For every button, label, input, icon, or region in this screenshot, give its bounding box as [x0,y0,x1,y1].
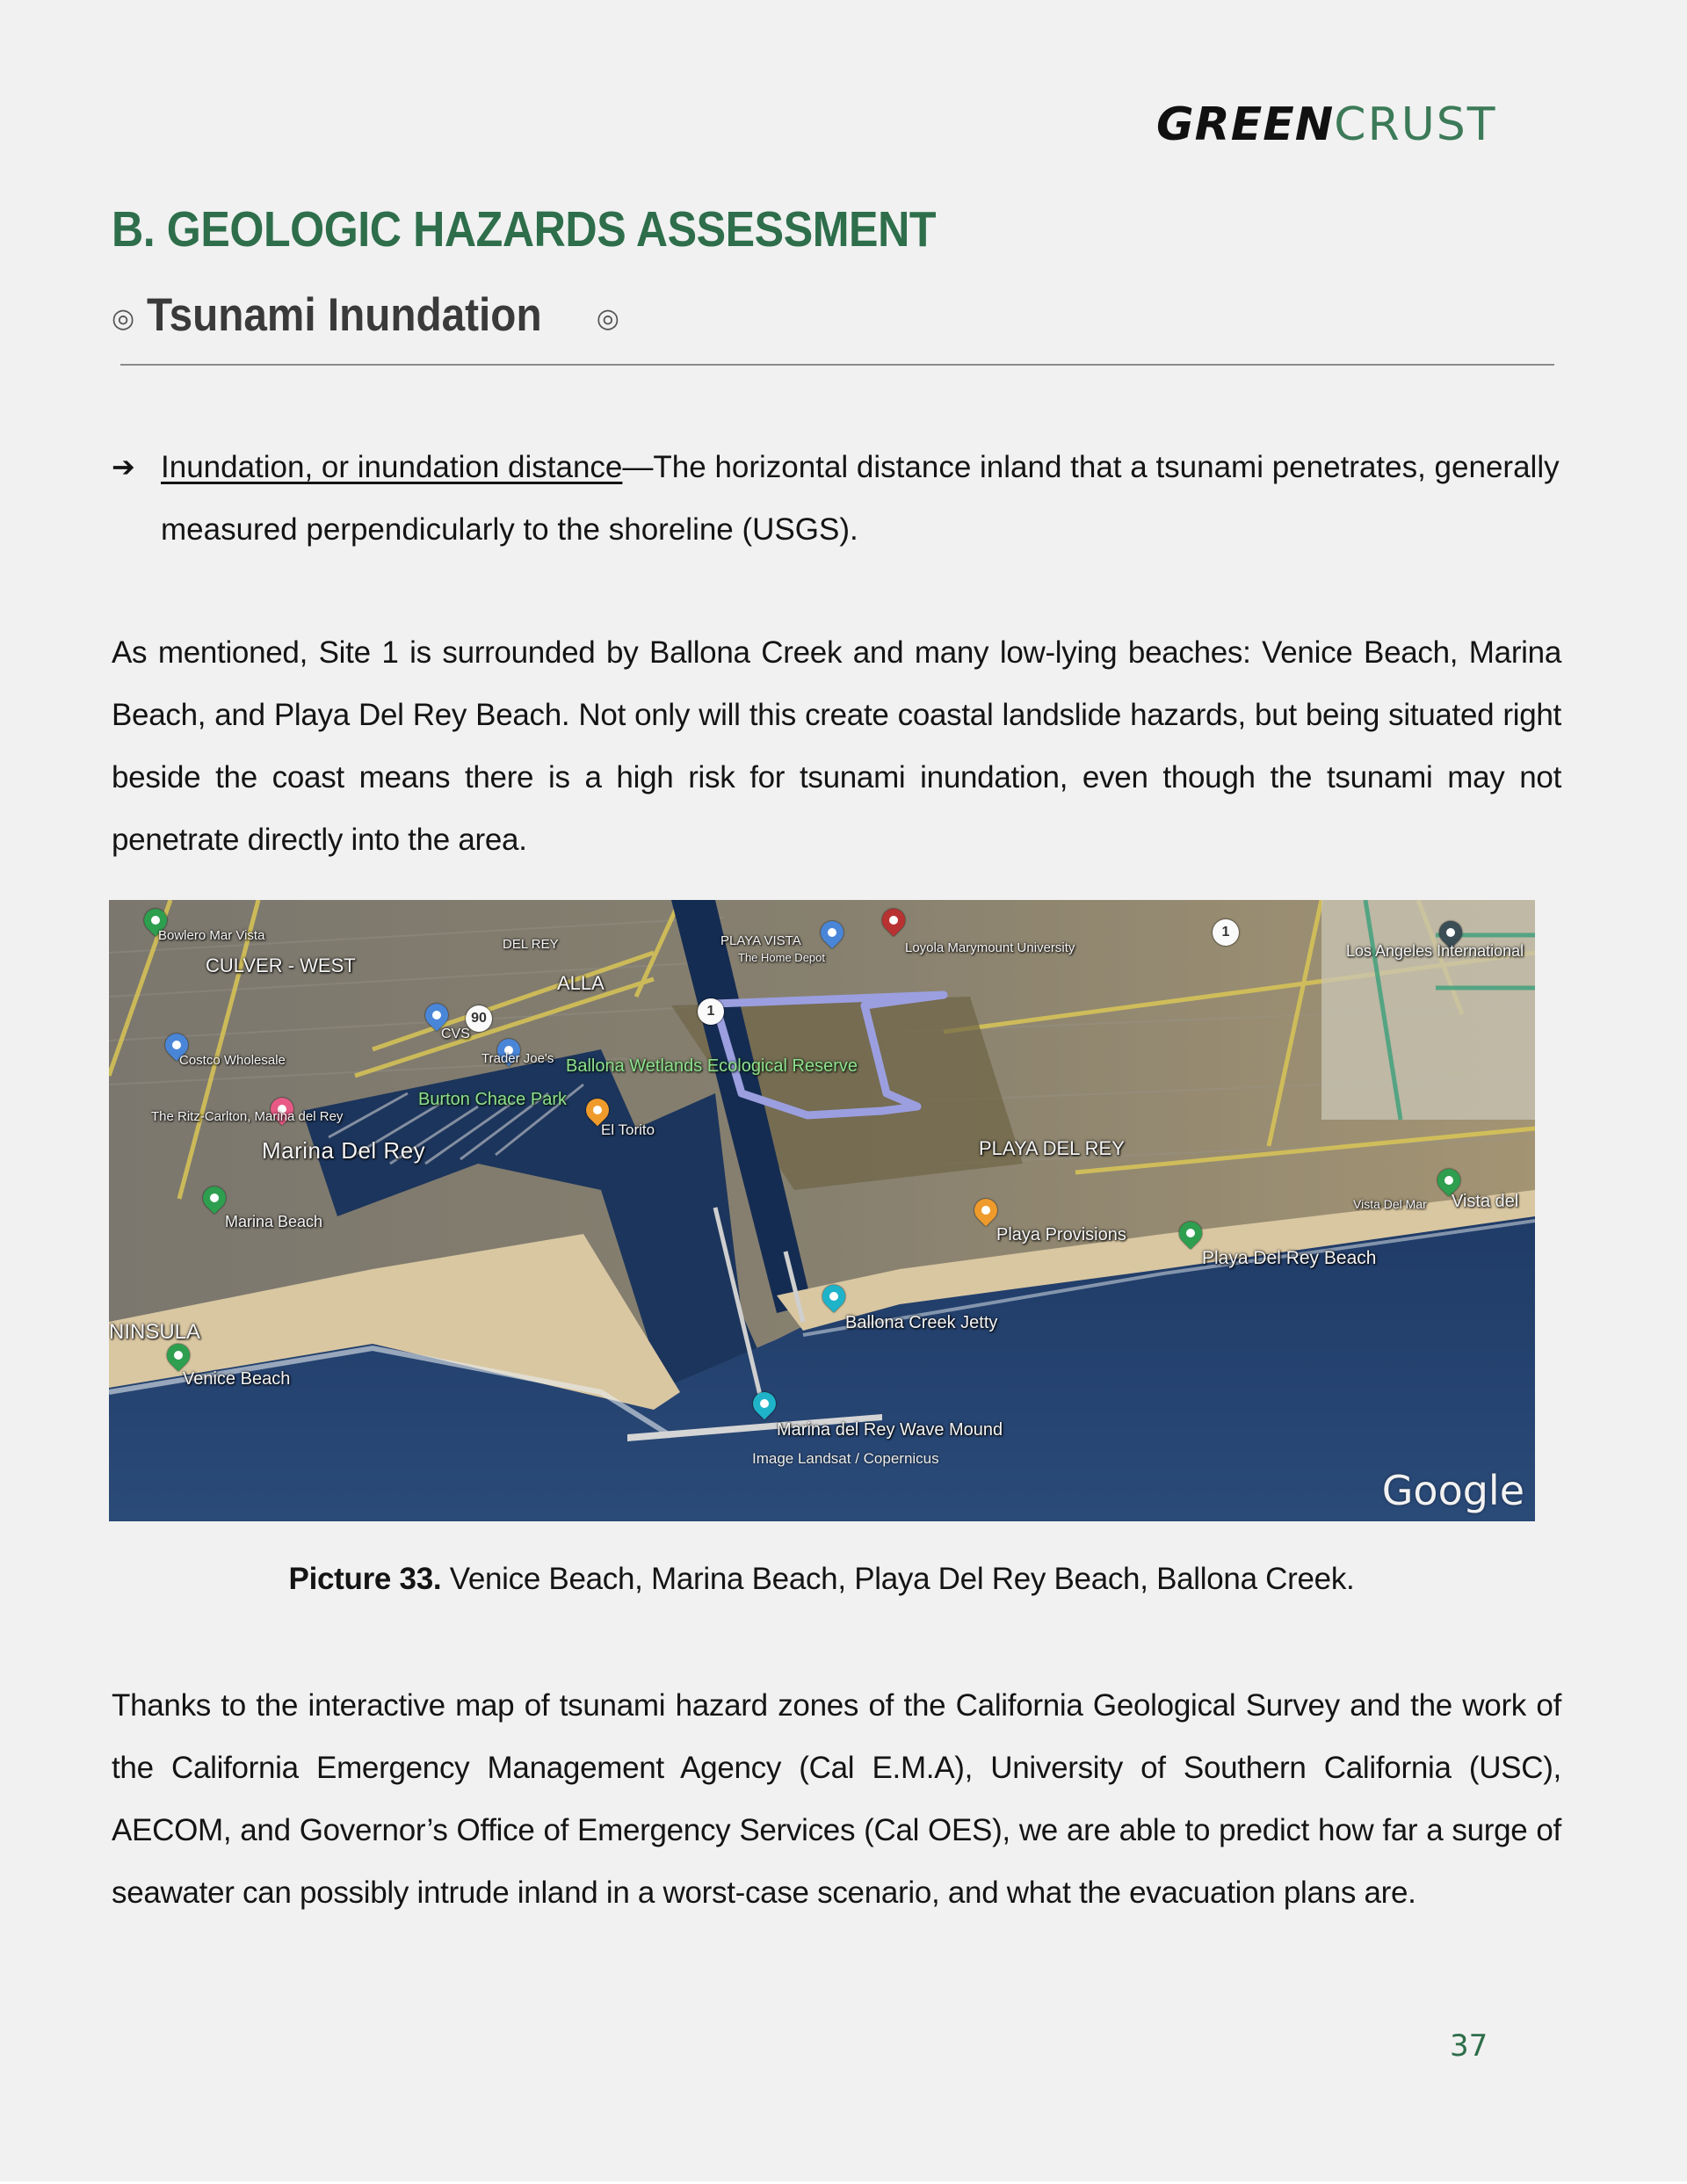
map-label-playa-del-rey-beach: Playa Del Rey Beach [1202,1248,1377,1268]
map-label-bowlero: Bowlero Mar Vista [158,928,265,943]
map-label-culver-west: CULVER - WEST [206,954,356,976]
map-label-trader-joes: Trader Joe's [481,1051,554,1066]
section-title: B. GEOLOGIC HAZARDS ASSESSMENT [112,201,937,258]
map-label-peninsula: NINSULA [109,1320,201,1344]
map-label-wave-mound: Marina del Rey Wave Mound [777,1420,1003,1440]
paragraph-site-context: As mentioned, Site 1 is surrounded by Ballona Creek and many low-lying beaches: Venice Beach, Marina Beach, and Playa Del Rey Beach. Not only will this create coastal landslide hazards, but being situated right beside the coast means there is a high risk for tsunami inundation, even though the tsunami may not penetrate directly into the area. [112,635,1561,857]
map-label-home-depot: The Home Depot [738,951,825,964]
brand-logo [1156,98,1497,151]
route-1-shield-icon: 1 [1213,919,1239,946]
definition-text [161,436,1570,561]
arrow-right-icon: ➔ [112,451,135,483]
subsection-heading [112,288,619,342]
map-label-playa-provisions: Playa Provisions [996,1225,1126,1244]
map-attribution: Image Landsat / Copernicus [752,1450,939,1467]
bullseye-icon: ◎ [112,304,135,333]
figure-caption [0,1562,1643,1597]
map-label-playa-vista: PLAYA VISTA [720,933,801,948]
definition-item [112,436,1570,561]
map-label-cvs: CVS [441,1027,470,1041]
map-label-el-torito: El Torito [601,1121,655,1138]
map-label-marina-beach: Marina Beach [225,1213,323,1230]
map-label-costco: Costco Wholesale [179,1053,286,1068]
brand-logo-green: GREEN [1156,98,1335,151]
subsection-title: Tsunami Inundation [147,289,542,341]
em-dash: — [622,450,654,484]
map-label-lax: Los Angeles International [1346,942,1524,960]
map-label-vista-del: Vista del [1452,1192,1519,1211]
caption-text: Venice Beach, Marina Beach, Playa Del Rey Beach, Ballona Creek. [441,1562,1355,1596]
map-label-playa-del-rey: PLAYA DEL REY [979,1137,1125,1159]
map-label-ballona-wetlands: Ballona Wetlands Ecological Reserve [566,1056,858,1076]
map-label-burton-chace: Burton Chace Park [418,1090,567,1109]
caption-label: Picture 33. [288,1562,442,1596]
map-label-alla: ALLA [557,972,605,994]
definition-body: The horizontal distance inland that a tsunami penetrates, generally measured perpendicularly to the shoreline (USGS). [161,450,1560,547]
google-logo: Google [1381,1467,1524,1514]
map-label-ballona-jetty: Ballona Creek Jetty [845,1313,998,1332]
map-label-del-rey: DEL REY [503,937,559,952]
map-label-lmu: Loyola Marymount University [905,940,1075,955]
heading-divider [120,364,1554,366]
route-1-shield-icon: 1 [698,998,724,1025]
map-label-ritz: The Ritz-Carlton, Marina del Rey [151,1109,344,1124]
map-label-venice-beach: Venice Beach [183,1369,291,1389]
page-number: 37 [1450,2028,1488,2064]
route-90-shield-icon: 90 [466,1005,492,1032]
satellite-map-figure [109,900,1535,1521]
paragraph-hazard-map: Thanks to the interactive map of tsunami hazard zones of the California Geological Survey and the work of the California Emergency Management Agency (Cal E.M.A), University of Southern California (USC), AECOM, and Governor’s Office of Emergency Services (Cal OES), we are able to predict how far a surge of seawater can possibly intrude inland in a worst-case scenario, and what the evacuation plans are. [112,1688,1561,1910]
definition-term: Inundation, or inundation distance [161,450,623,484]
bullseye-icon: ◎ [596,304,619,333]
map-label-vista-del-mar: Vista Del Mar [1353,1197,1427,1211]
brand-logo-crust: CRUST [1334,98,1497,151]
map-label-marina-del-rey: Marina Del Rey [262,1137,426,1164]
